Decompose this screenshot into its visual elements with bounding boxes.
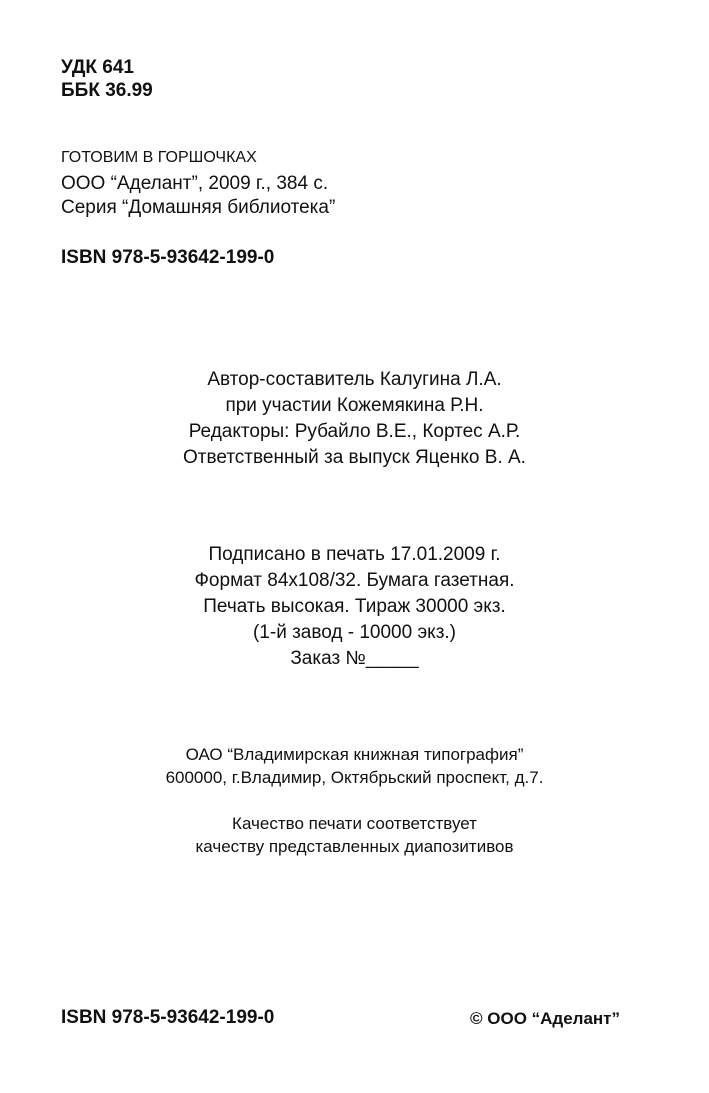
print-info-order: Заказ №_____ xyxy=(290,648,419,669)
isbn-top: ISBN 978-5-93642-199-0 xyxy=(61,247,275,268)
book-title: ГОТОВИМ В ГОРШОЧКАХ xyxy=(61,149,257,166)
bbk-code: ББК 36.99 xyxy=(61,80,153,101)
publisher-line: ООО “Аделант”, 2009 г., 384 с. xyxy=(61,173,329,194)
credit-line-responsible: Ответственный за выпуск Яценко В. А. xyxy=(183,447,526,468)
printing-house-address: 600000, г.Владимир, Октябрьский проспект, д.7. xyxy=(165,768,544,787)
credit-line-author: Автор-составитель Калугина Л.А. xyxy=(207,369,502,390)
print-info-batch: (1-й завод - 10000 экз.) xyxy=(252,622,457,643)
credit-line-participation: при участии Кожемякина Р.Н. xyxy=(225,395,484,416)
isbn-footer: ISBN 978-5-93642-199-0 xyxy=(61,1007,275,1028)
quality-note-line-1: Качество печати соответствует xyxy=(232,814,477,833)
credit-line-editors: Редакторы: Рубайло В.Е., Кортес А.Р. xyxy=(188,421,521,442)
copyright-notice: © ООО “Аделант” xyxy=(470,1009,621,1028)
series-line: Серия “Домашняя библиотека” xyxy=(61,197,336,218)
printing-house-name: ОАО “Владимирская книжная типография” xyxy=(185,745,524,764)
quality-note-line-2: качеству представленных диапозитивов xyxy=(195,837,514,856)
print-info-signed: Подписано в печать 17.01.2009 г. xyxy=(208,544,501,565)
print-info-format: Формат 84х108/32. Бумага газетная. xyxy=(194,570,515,591)
udk-code: УДК 641 xyxy=(61,57,134,78)
print-info-run: Печать высокая. Тираж 30000 экз. xyxy=(203,596,506,617)
